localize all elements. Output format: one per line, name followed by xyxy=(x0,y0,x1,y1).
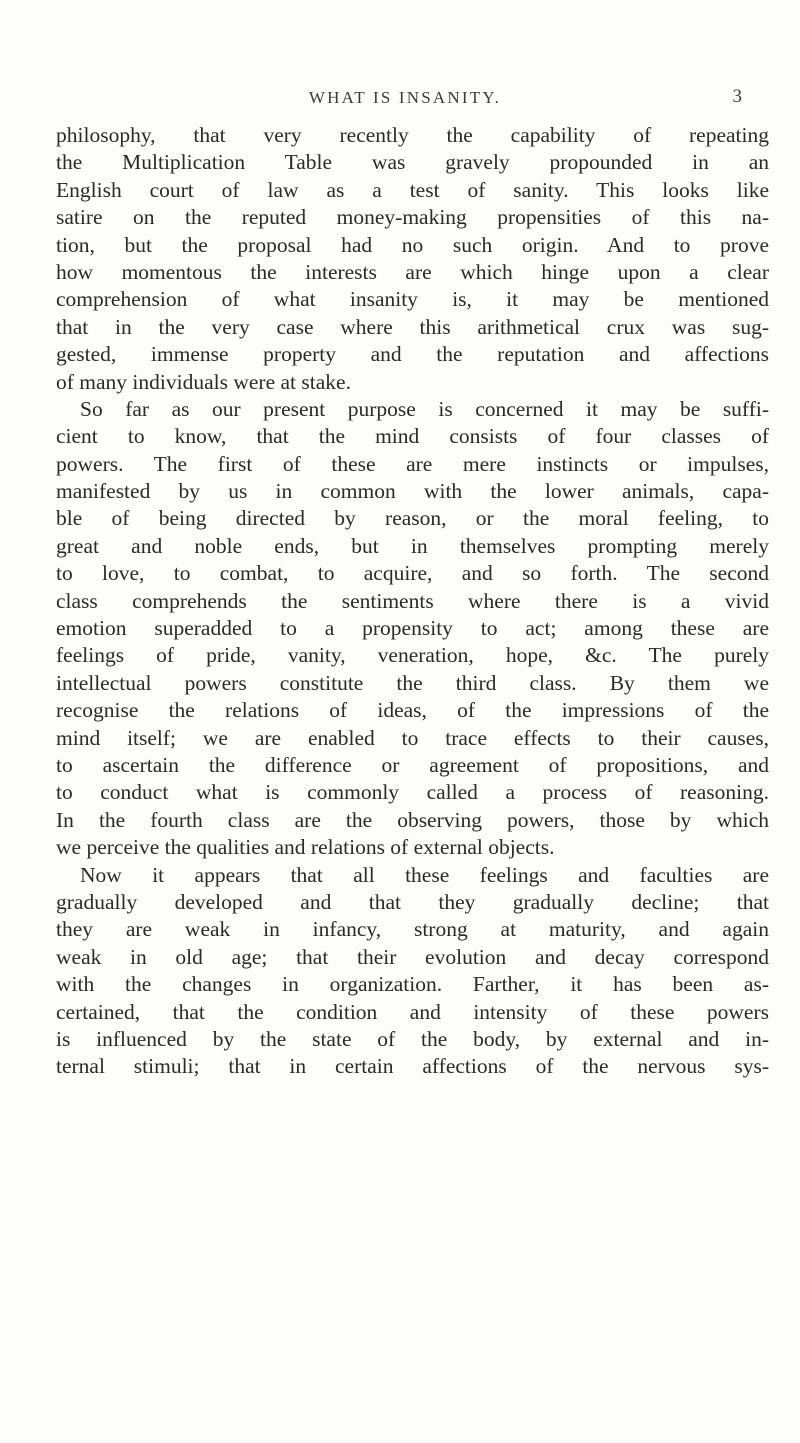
text-line: weak in old age; that their evolution and decay correspond xyxy=(56,944,769,969)
text-line: with the changes in organization. Farther, it has been as- xyxy=(56,972,769,997)
text-line: certained, that the condition and intensity of these powers xyxy=(56,999,769,1024)
text-line: powers. The first of these are mere instincts or impulses, xyxy=(56,451,769,476)
text-line: to ascertain the difference or agreement of propositions, and xyxy=(56,752,769,777)
text-line: In the fourth class are the observing powers, those by which xyxy=(56,807,769,832)
text-line: gradually developed and that they gradually decline; that xyxy=(56,889,769,914)
text-line: feelings of pride, vanity, veneration, hope, &c. The purely xyxy=(56,643,769,668)
text-line: cient to know, that the mind consists of four classes of xyxy=(56,424,769,449)
text-line: is influenced by the state of the body, by external and in- xyxy=(56,1026,769,1051)
text-line: philosophy, that very recently the capability of repeating xyxy=(56,123,769,147)
text-line: comprehension of what insanity is, it may be mentioned xyxy=(56,287,769,312)
text-line: recognise the relations of ideas, of the impressions of the xyxy=(56,698,769,723)
text-line: gested, immense property and the reputation and affections xyxy=(56,342,769,367)
text-line: tion, but the proposal had no such origin. And to prove xyxy=(56,232,769,257)
text-line: we perceive the qualities and relations of external objects. xyxy=(56,835,555,860)
text-line: of many individuals were at stake. xyxy=(56,369,351,394)
running-head-title: WHAT IS INSANITY. xyxy=(308,88,502,107)
text-line: the Multiplication Table was gravely propounded in an xyxy=(56,150,769,175)
text-line: they are weak in infancy, strong at maturity, and again xyxy=(56,917,769,942)
text-line: ternal stimuli; that in certain affections of the nervous sys- xyxy=(56,1054,769,1079)
text-line: how momentous the interests are which hinge upon a clear xyxy=(56,259,769,284)
text-line: to love, to combat, to acquire, and so forth. The second xyxy=(56,561,769,586)
text-line: class comprehends the sentiments where there is a vivid xyxy=(56,588,769,613)
text-line: to conduct what is commonly called a process of reasoning. xyxy=(56,780,769,805)
text-line: that in the very case where this arithmetical crux was sug- xyxy=(56,314,769,339)
text-line: ble of being directed by reason, or the moral feeling, to xyxy=(56,506,769,531)
text-line: Now it appears that all these feelings and faculties are xyxy=(80,862,769,887)
text-line: English court of law as a test of sanity. This looks like xyxy=(56,177,769,202)
text-line: manifested by us in common with the lower animals, capa- xyxy=(56,479,769,504)
text-line: mind itself; we are enabled to trace effects to their causes, xyxy=(56,725,769,750)
text-line: satire on the reputed money-making propensities of this na- xyxy=(56,205,769,230)
text-line: So far as our present purpose is concerned it may be suffi- xyxy=(80,396,769,421)
running-head xyxy=(0,88,800,112)
text-line: intellectual powers constitute the third class. By them we xyxy=(56,670,769,695)
body-text xyxy=(56,122,769,1081)
text-line: great and noble ends, but in themselves prompting merely xyxy=(56,533,769,558)
text-line: emotion superadded to a propensity to act; among these are xyxy=(56,616,769,641)
page-number: 3 xyxy=(732,86,742,107)
